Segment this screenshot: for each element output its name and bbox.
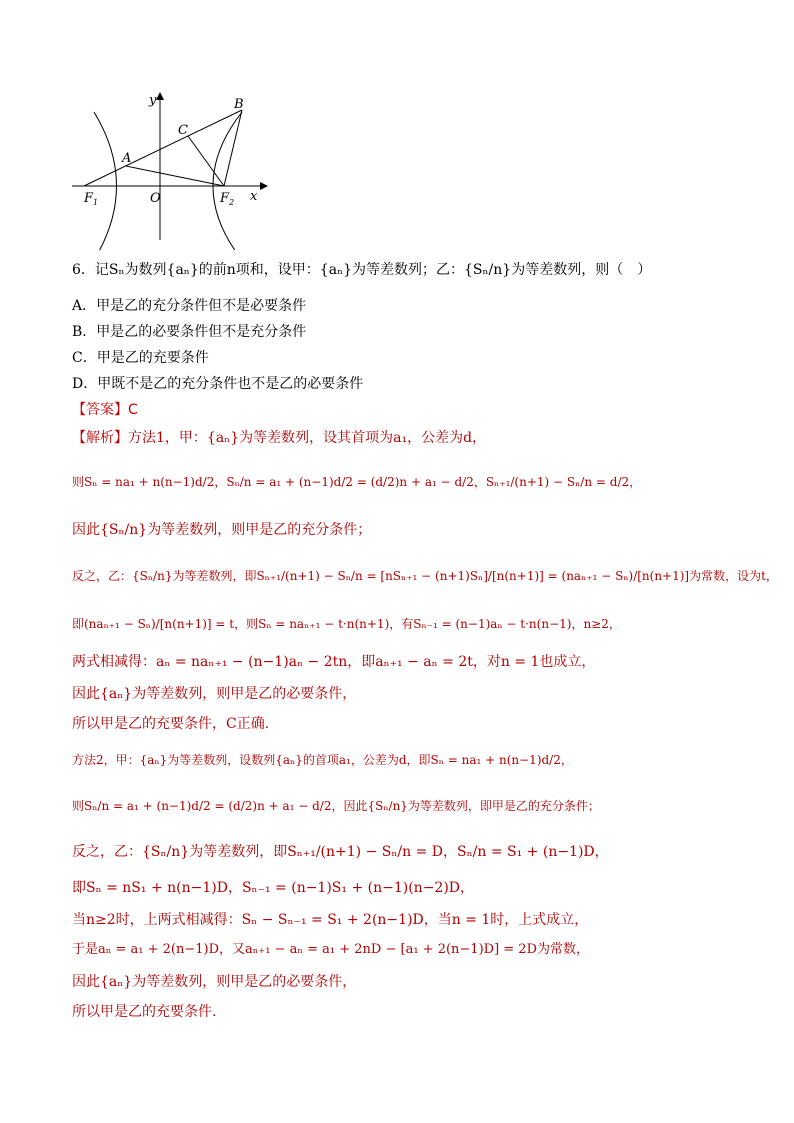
label-A: A (122, 151, 132, 166)
x-axis-arrow (260, 182, 268, 190)
analysis-line-5: 即(naₙ₊₁ − Sₙ)/[n(n+1)] = t，则Sₙ = naₙ₊₁ − t·n(n+1)，有Sₙ₋₁ = (n−1)aₙ − t·n(n−1)，n≥2， (72, 617, 621, 631)
label-y: y (149, 93, 157, 108)
analysis-line-10: 则Sₙ/n = a₁ + (n−1)d/2 = (d/2)n + a₁ − d/2，因此{Sₙ/n}为等差数列，即甲是乙的充分条件； (72, 799, 600, 813)
analysis-line-13: 当n≥2时，上两式相减得：Sₙ − Sₙ₋₁ = S₁ + 2(n−1)D，当n = 1时，上式成立， (72, 912, 589, 928)
answer-label: 【答案】 (72, 402, 128, 418)
hyperbola-right-branch (213, 112, 242, 250)
segment-B-F2 (224, 110, 242, 186)
label-F1: $F_1$ (84, 191, 99, 207)
label-F2: $F_2$ (220, 191, 235, 207)
analysis-line-14: 于是aₙ = a₁ + 2(n−1)D，又aₙ₊₁ − aₙ = a₁ + 2nD − [a₁ + 2(n−1)D] = 2D为常数， (72, 942, 589, 957)
label-F1-subscript: 1 (93, 198, 99, 207)
analysis-line-1 (72, 428, 486, 448)
analysis-line-16: 所以甲是乙的充要条件. (72, 1004, 217, 1020)
analysis-line-11: 反之，乙：{Sₙ/n}为等差数列，即Sₙ₊₁/(n+1) − Sₙ/n = D，Sₙ/n = S₁ + (n−1)D， (72, 844, 609, 860)
y-axis-arrow (156, 92, 164, 100)
segment-C-F2 (188, 136, 224, 186)
analysis-line-7: 因此{aₙ}为等差数列，则甲是乙的必要条件， (72, 686, 357, 702)
answer-line (72, 400, 138, 420)
option-d: D．甲既不是乙的充分条件也不是乙的必要条件 (72, 376, 364, 392)
analysis-line-12: 即Sₙ = nS₁ + n(n−1)D，Sₙ₋₁ = (n−1)S₁ + (n−1)(n−2)D， (72, 880, 475, 896)
label-F2-subscript: 2 (229, 198, 235, 207)
label-B: B (234, 97, 244, 112)
analysis-line-3: 因此{Sₙ/n}为等差数列，则甲是乙的充分条件； (72, 522, 372, 538)
analysis-line-8: 所以甲是乙的充要条件，C正确. (72, 716, 270, 732)
segment-A-F2 (126, 166, 224, 186)
analysis-line-15: 因此{aₙ}为等差数列，则甲是乙的必要条件， (72, 974, 357, 990)
analysis-line-6: 两式相减得：aₙ = naₙ₊₁ − (n−1)aₙ − 2tn，即aₙ₊₁ − aₙ = 2t，对n = 1也成立， (72, 654, 596, 670)
option-a: A．甲是乙的充分条件但不是必要条件 (72, 298, 307, 314)
analysis-line-2: 则Sₙ = na₁ + n(n−1)d/2，Sₙ/n = a₁ + (n−1)d/2 = (d/2)n + a₁ − d/2，Sₙ₊₁/(n+1) − Sₙ/n = d/2， (72, 475, 642, 489)
option-b: B．甲是乙的必要条件但不是充分条件 (72, 324, 307, 340)
answer-value: C (128, 402, 138, 418)
label-O: O (150, 191, 161, 206)
label-C: C (178, 123, 188, 138)
label-x: x (250, 189, 258, 204)
question-stem: 6．记Sₙ为数列{aₙ}的前n项和，设甲：{aₙ}为等差数列；乙：{Sₙ/n}为等差数列，则（ ） (72, 262, 652, 278)
analysis-line-4: 反之，乙：{Sₙ/n}为等差数列，即Sₙ₊₁/(n+1) − Sₙ/n = [nSₙ₊₁ − (n+1)Sₙ]/[n(n+1)] = (naₙ₊₁ − Sₙ)/[n(n+1)]为常数，设为t， (72, 569, 778, 583)
analysis-text: 方法1，甲：{aₙ}为等差数列，设其首项为a₁，公差为d， (128, 430, 487, 446)
analysis-label: 【解析】 (72, 430, 128, 446)
segment-F1-B (84, 110, 242, 186)
option-c: C．甲是乙的充要条件 (72, 350, 209, 366)
analysis-line-9: 方法2，甲：{aₙ}为等差数列，设数列{aₙ}的首项a₁，公差为d，即Sₙ = na₁ + n(n−1)d/2， (72, 753, 573, 767)
hyperbola-figure (64, 90, 274, 250)
hyperbola-left-branch (94, 112, 117, 250)
